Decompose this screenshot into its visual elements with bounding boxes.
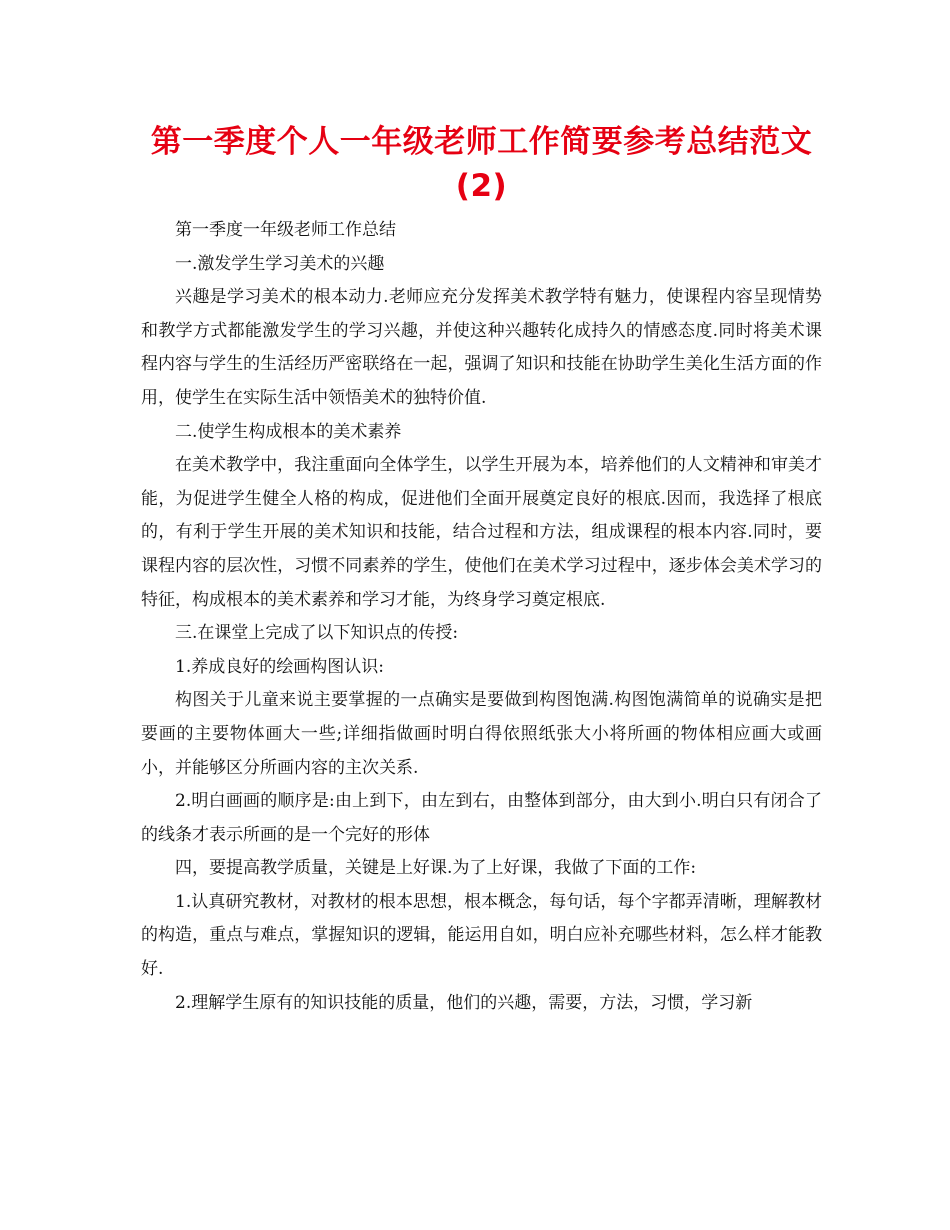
list-item-heading: 1.养成良好的绘画构图认识: [175, 656, 384, 677]
section-heading-4: 四，要提高教学质量，关键是上好课.为了上好课，我做了下面的工作: [175, 858, 697, 879]
list-item: 1.认真研究教材，对教材的根本思想，根本概念，每句话，每个字都弄清晰，理解教材的构造，重点与难点，掌握知识的逻辑，能运用自如，明白应补充哪些材料，怎么样才能教好. [141, 891, 822, 980]
list-item: 2.明白画画的顺序是:由上到下，由左到右，由整体到部分，由大到小.明白只有闭合了的线条才表示所画的是一个完好的形体 [141, 791, 822, 845]
document-body [141, 214, 822, 1020]
paragraph: 在美术教学中，我注重面向全体学生，以学生开展为本，培养他们的人文精神和审美才能，为促进学生健全人格的构成，促进他们全面开展奠定良好的根底.因而，我选择了根底的，有利于学生开展的美术知识和技能，结合过程和方法，组成课程的根本内容.同时，要课程内容的层次性，习惯不同素养的学生，使他们在美术学习过程中，逐步体会美术学习的特征，构成根本的美术素养和学习才能，为终身学习奠定根底. [141, 455, 822, 610]
section-heading-2: 二.使学生构成根本的美术素养 [175, 421, 402, 442]
section-heading-1: 一.激发学生学习美术的兴趣 [175, 253, 385, 274]
paragraph-subtitle: 第一季度一年级老师工作总结 [175, 220, 396, 240]
section-heading-3: 三.在课堂上完成了以下知识点的传授: [175, 623, 459, 644]
paragraph: 构图关于儿童来说主要掌握的一点确实是要做到构图饱满.构图饱满简单的说确实是把要画的主要物体画大一些;详细指做画时明白得依照纸张大小将所画的物体相应画大或画小，并能够区分所画内容的主次关系. [141, 690, 822, 778]
paragraph: 兴趣是学习美术的根本动力.老师应充分发挥美术教学特有魅力，使课程内容呈现情势和教学方式都能激发学生的学习兴趣，并使这种兴趣转化成持久的情感态度.同时将美术课程内容与学生的生活经历严密联络在一起，强调了知识和技能在协助学生美化生活方面的作用，使学生在实际生活中领悟美术的独特价值. [141, 287, 822, 408]
list-item: 2.理解学生原有的知识技能的质量，他们的兴趣，需要，方法，习惯，学习新 [175, 992, 753, 1013]
document-title: 第一季度个人一年级老师工作简要参考总结范文(2) [150, 124, 813, 204]
